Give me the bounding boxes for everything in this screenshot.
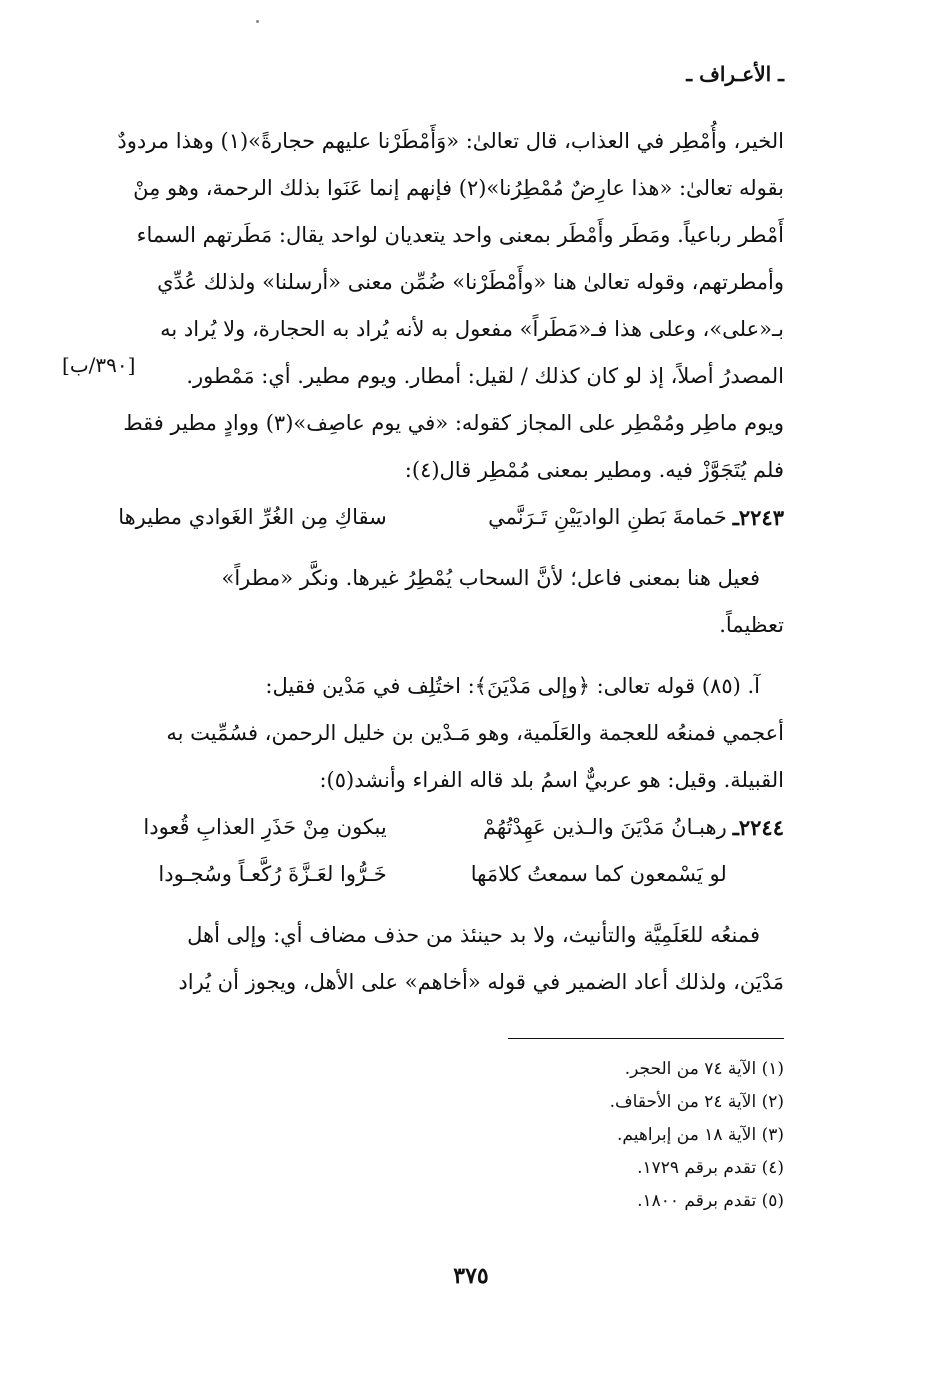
- verse-2244-line-1: [80, 804, 784, 851]
- manuscript-margin-note: [٣٩٠/ب]: [62, 353, 136, 377]
- text-line: ويوم ماطِر ومُمْطِر على المجاز كقوله: «في يوم عاصِف»(٣) ووادٍ مطير فقط: [123, 411, 784, 435]
- section-first-line: آ. (٨٥) قوله تعالى: ﴿وإلى مَدْيَنَ﴾: اختُلِف في مَدْين فقيل:: [265, 674, 760, 698]
- text-line: فعيل هنا بمعنى فاعل؛ لأنَّ السحاب يُمْطِرُ غيرها. ونكَّر «مطراً»: [221, 566, 760, 590]
- text-line: المصدرُ أصلاً، إذ لو كان كذلك / لقيل: أمطار. ويوم مطير. أي: مَمْطور.: [186, 364, 784, 388]
- scan-speck: [256, 20, 259, 23]
- text-line: أَمْطر رباعياً. ومَطَر وأَمْطَر بمعنى واحد يتعديان لواحد يقال: مَطَرتهم السماء: [136, 223, 784, 247]
- main-text: [80, 118, 784, 1006]
- text-line: الخير، وأُمْطِر في العذاب، قال تعالىٰ: «وَأَمْطَرْنا عليهم حجارةً»(١) وهذا مردودٌ: [117, 129, 784, 153]
- verse-second-hemistich: يبكون مِنْ حَذَرِ العذابِ قُعودا: [143, 815, 387, 839]
- footnote: (٣) الآية ١٨ من إبراهيم.: [617, 1125, 784, 1145]
- text-line: تعظيماً.: [719, 613, 784, 637]
- footnote: (٥) تقدم برقم ١٨٠٠.: [637, 1191, 784, 1211]
- footnote-divider: [508, 1038, 784, 1039]
- running-header: ـ الأعـراف ـ: [686, 62, 784, 86]
- verse-number: ٢٢٤٤ـ: [732, 815, 784, 840]
- verse-first-hemistich: حَمامةَ بَطنِ الواديَيْنِ تَـرَنَّمي: [488, 505, 727, 529]
- footnote: (٢) الآية ٢٤ من الأحقاف.: [609, 1092, 784, 1112]
- verse-2244-line-2: [80, 851, 784, 898]
- footnote: (٤) تقدم برقم ١٧٢٩.: [637, 1158, 784, 1178]
- footnotes: [610, 1053, 784, 1218]
- verse-first-hemistich: رهبـانُ مَدْيَنَ والـذين عَهِدْتُهُمْ: [482, 815, 727, 839]
- text-line: مَدْيَن، ولذلك أعاد الضمير في قوله «أخاهم» على الأهل، ويجوز أن يُراد: [178, 970, 784, 994]
- verse-number: ٢٢٤٣ـ: [732, 505, 784, 530]
- text-line: القبيلة. وقيل: هو عربيٌّ اسمُ بلد قاله الفراء وأنشد(٥):: [319, 768, 784, 792]
- text-line: بقوله تعالىٰ: «هذا عارِضٌ مُمْطِرُنا»(٢) فإنهم إنما عَنَوا بذلك الرحمة، وهو مِنْ: [133, 176, 784, 200]
- verse-second-hemistich: سقاكِ مِن الغُرِّ الغَوادي مطيرها: [118, 505, 387, 529]
- footnote: (١) الآية ٧٤ من الحجر.: [624, 1059, 784, 1079]
- page-number: ٣٧٥: [453, 1263, 489, 1289]
- verse-2243: [80, 494, 784, 541]
- text-line: وأمطرتهم، وقوله تعالىٰ هنا «وأَمْطَرْنا» ضُمِّن معنى «أرسلنا» ولذلك عُدِّي: [157, 270, 784, 294]
- text-line: بـ«على»، وعلى هذا فـ«مَطَراً» مفعول به لأنه يُراد به الحجارة، ولا يُراد به: [160, 317, 784, 341]
- text-line: أعجمي فمنعُه للعجمة والعَلَمية، وهو مَـدْين بن خليل الرحمن، فسُمِّيت به: [166, 721, 784, 745]
- verse-first-hemistich: لو يَسْمعون كما سمعتُ كلامَها: [470, 862, 727, 886]
- text-line: فمنعُه للعَلَمِيَّة والتأنيث، ولا بد حينئذ من حذف مضاف أي: وإلى أهل: [187, 923, 760, 947]
- verse-second-hemistich: خَـرُّوا لعَـزَّةَ رُكَّعـاً وسُجـودا: [158, 862, 387, 886]
- text-line: فلم يُتَجَوَّزْ فيه. ومطير بمعنى مُمْطِر قال(٤):: [404, 458, 784, 482]
